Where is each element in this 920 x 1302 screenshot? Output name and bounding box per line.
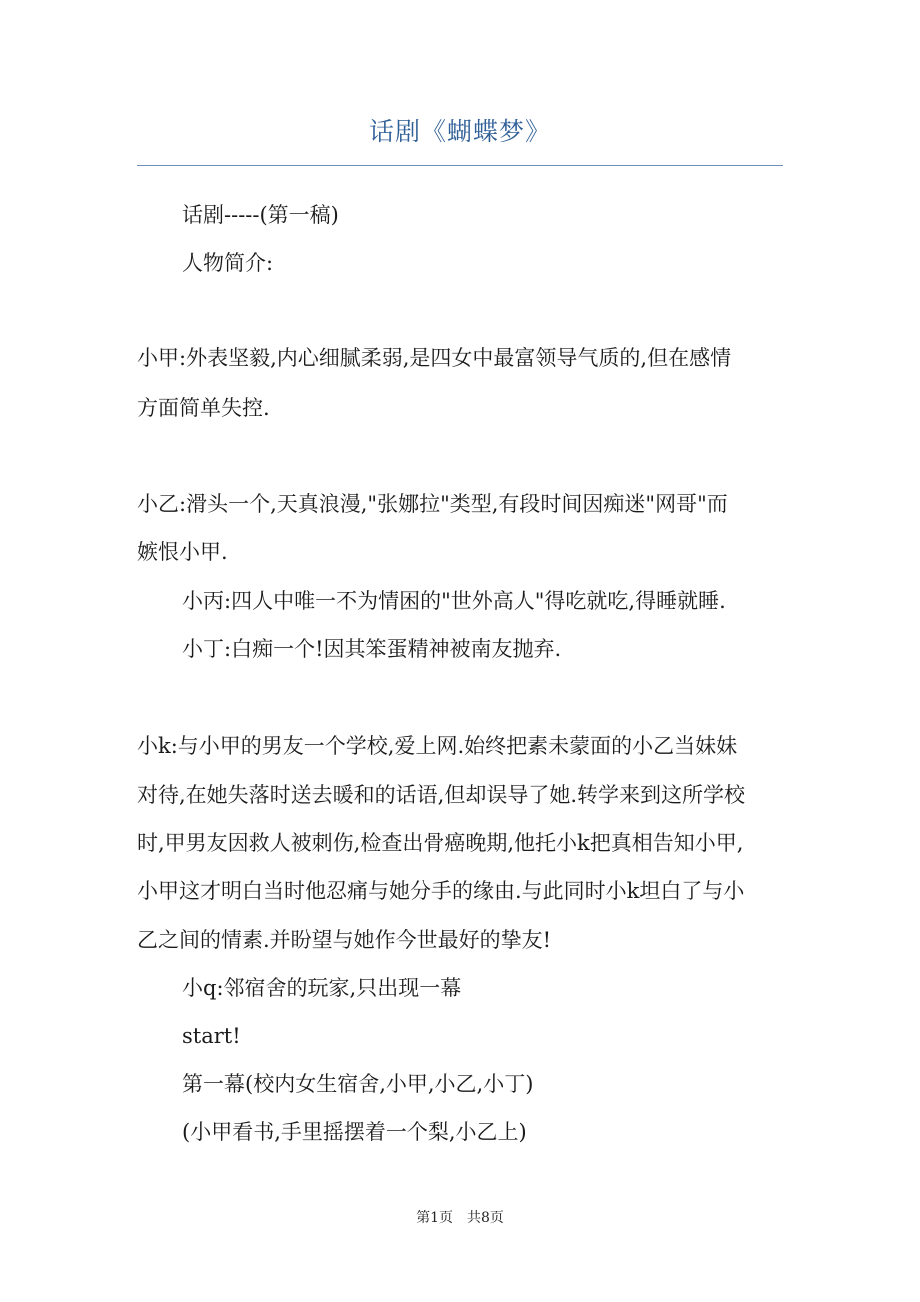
title-divider: [137, 165, 783, 166]
text-line-act-one: 第一幕(校内女生宿舍,小甲,小乙,小丁): [182, 1072, 534, 1096]
text-line-xiaok-5: 乙之间的情素.并盼望与她作今世最好的挚友!: [137, 928, 552, 952]
page-footer: 第1页 共8页: [416, 1210, 504, 1226]
text-line-start: start!: [182, 1024, 241, 1048]
text-line-xiaobing: 小丙:四人中唯一不为情困的"世外高人"得吃就吃,得睡就睡.: [182, 589, 726, 613]
text-line-xiaojia-2: 方面简单失控.: [137, 396, 270, 420]
text-line-xiaoyi-1: 小乙:滑头一个,天真浪漫,"张娜拉"类型,有段时间因痴迷"网哥"而: [137, 492, 728, 516]
text-line-stage-direction: (小甲看书,手里摇摆着一个梨,小乙上): [182, 1120, 527, 1144]
text-line-characters-heading: 人物简介:: [182, 251, 274, 275]
document-title: 话剧《蝴蝶梦》: [368, 117, 551, 146]
text-line-xiaok-1: 小k:与小甲的男友一个学校,爱上网.始终把素未蒙面的小乙当妹妹: [137, 734, 738, 758]
text-line-xiaojia-1: 小甲:外表坚毅,内心细腻柔弱,是四女中最富领导气质的,但在感情: [137, 346, 732, 370]
text-line-xiaok-2: 对待,在她失落时送去暖和的话语,但却误导了她.转学来到这所学校: [137, 783, 746, 807]
text-line-xiaok-3: 时,甲男友因救人被刺伤,检查出骨癌晚期,他托小k把真相告知小甲,: [137, 831, 744, 855]
text-line-xiaok-4: 小甲这才明白当时他忍痛与她分手的缘由.与此同时小k坦白了与小: [137, 879, 745, 903]
text-line-xiaoq: 小q:邻宿舍的玩家,只出现一幕: [182, 976, 462, 1000]
text-line-xiaoyi-2: 嫉恨小甲.: [137, 540, 228, 564]
text-line-draft: 话剧-----(第一稿): [182, 203, 339, 227]
text-line-xiaoding: 小丁:白痴一个!因其笨蛋精神被南友抛弃.: [182, 637, 562, 661]
